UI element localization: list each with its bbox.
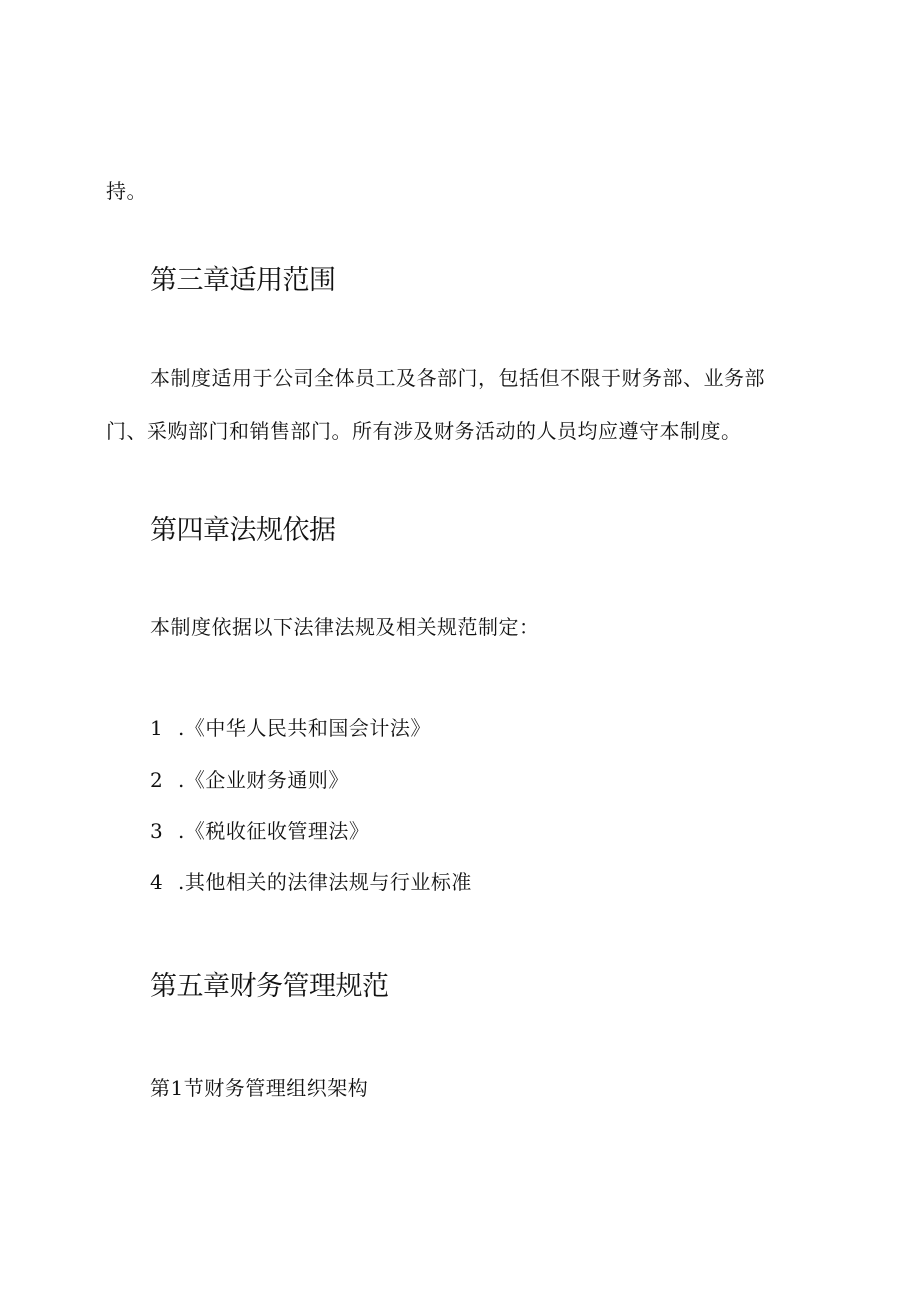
list-item-text: .其他相关的法律法规与行业标准 (178, 870, 472, 894)
list-item-text: .《税收征收管理法》 (178, 819, 370, 843)
chapter-3-paragraph-line-2: 门、采购部门和销售部门。所有涉及财务活动的人员均应遵守本制度。 (106, 419, 742, 443)
law-list-item (150, 872, 472, 892)
chapter-5-heading: 第五章财务管理规范 (150, 971, 389, 1002)
chapter-3-paragraph-line-1: 本制度适用于公司全体员工及各部门，包括但不限于财务部、业务部 (150, 366, 765, 390)
list-item-number: 3 (150, 819, 164, 843)
law-list-item (150, 718, 431, 738)
chapter-4-heading: 第四章法规依据 (150, 515, 336, 546)
list-item-number: 1 (150, 716, 164, 740)
list-item-number: 2 (150, 768, 164, 792)
law-list-item (150, 821, 369, 841)
list-item-text: .《企业财务通则》 (178, 768, 349, 792)
chapter-3-heading: 第三章适用范围 (150, 265, 336, 296)
continuation-text: 持。 (106, 179, 147, 203)
law-list-item (150, 770, 349, 790)
list-item-text: .《中华人民共和国会计法》 (178, 716, 431, 740)
list-item-number: 4 (150, 870, 164, 894)
chapter-4-intro: 本制度依据以下法律法规及相关规范制定： (150, 615, 540, 639)
section-1-heading: 第1节财务管理组织架构 (150, 1076, 369, 1100)
